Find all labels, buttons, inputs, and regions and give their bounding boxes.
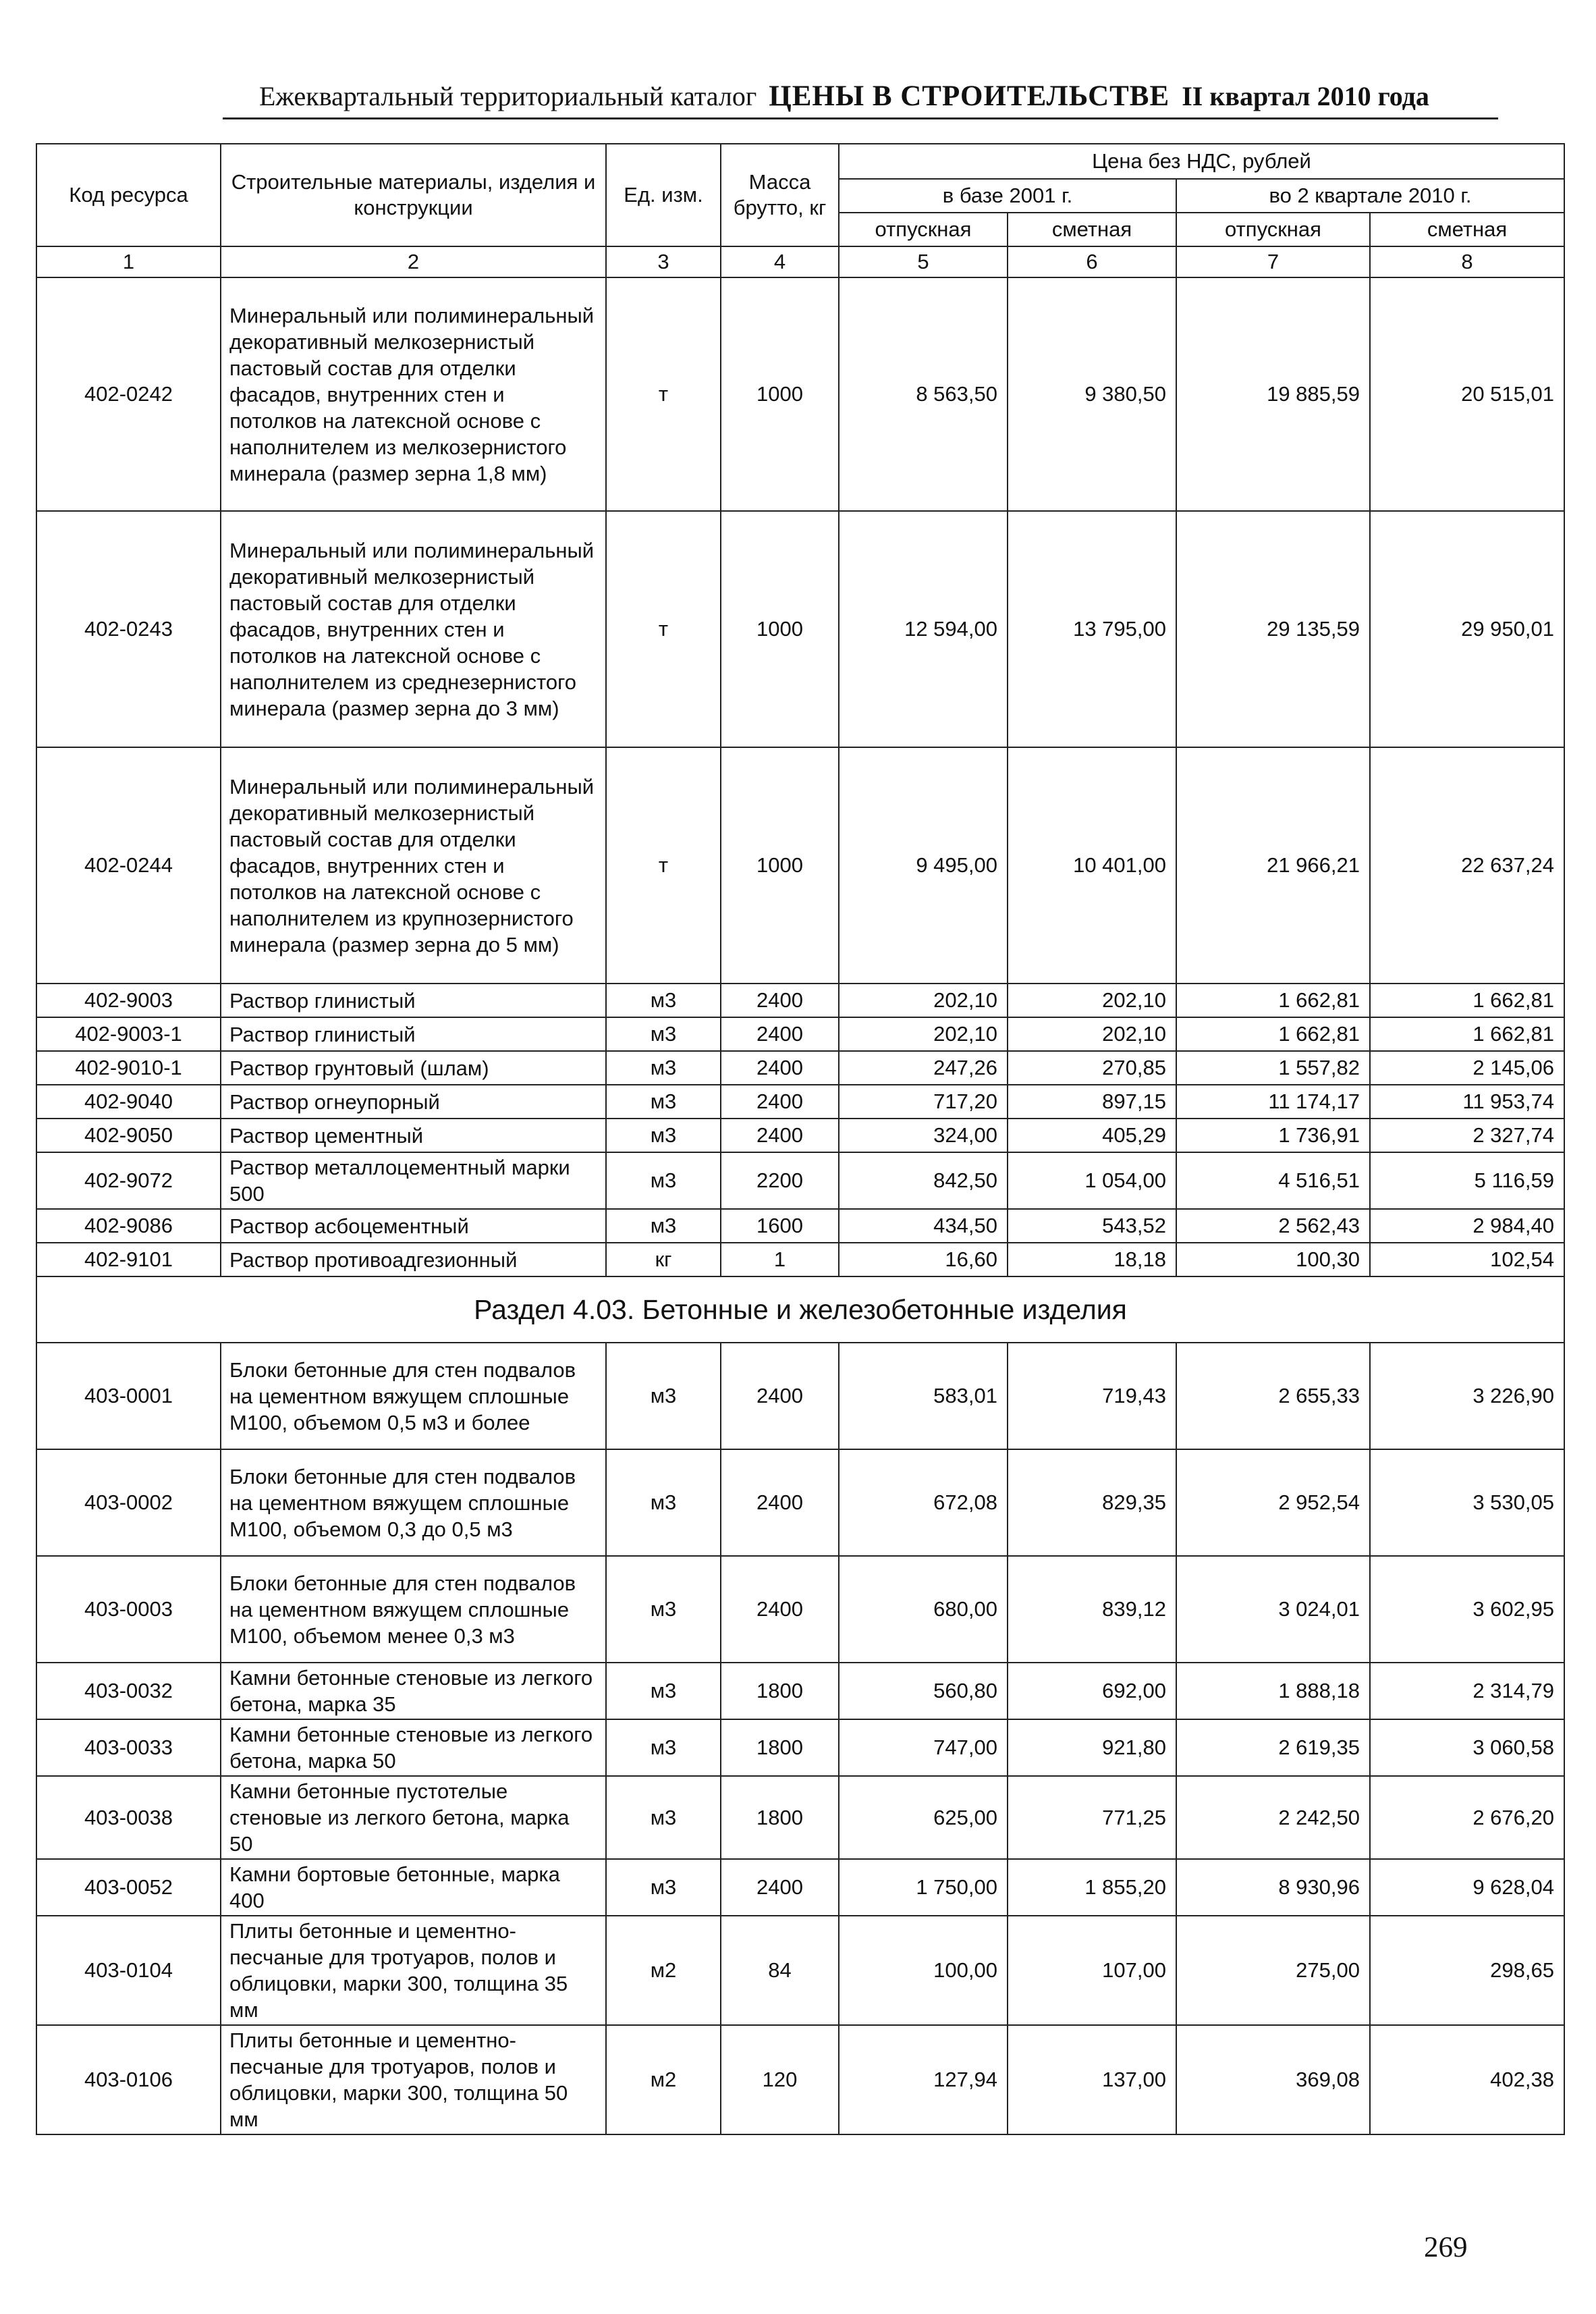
column-number: 6: [1008, 246, 1176, 277]
item-name: Камни бетонные стеновые из легкого бетона, марка 50: [221, 1719, 606, 1776]
column-number: 8: [1370, 246, 1564, 277]
gross-mass: 1800: [721, 1663, 839, 1719]
price-base-estimate: 921,80: [1008, 1719, 1176, 1776]
unit: м3: [606, 1719, 721, 1776]
item-name: Раствор металлоцементный марки 500: [221, 1152, 606, 1209]
unit: м2: [606, 2025, 721, 2134]
price-base-release: 560,80: [839, 1663, 1008, 1719]
price-current-release: 1 736,91: [1176, 1119, 1370, 1152]
price-current-release: 1 662,81: [1176, 1017, 1370, 1051]
resource-code: 402-9040: [36, 1085, 221, 1119]
unit: м3: [606, 1152, 721, 1209]
price-base-release: 625,00: [839, 1776, 1008, 1859]
price-current-release: 1 888,18: [1176, 1663, 1370, 1719]
price-base-estimate: 9 380,50: [1008, 277, 1176, 511]
unit: м3: [606, 984, 721, 1017]
col-header-unit: Ед. изм.: [606, 144, 721, 246]
gross-mass: 2200: [721, 1152, 839, 1209]
resource-code: 403-0032: [36, 1663, 221, 1719]
price-current-estimate: 2 327,74: [1370, 1119, 1564, 1152]
price-current-estimate: 3 226,90: [1370, 1343, 1564, 1449]
unit: м3: [606, 1556, 721, 1663]
resource-code: 403-0003: [36, 1556, 221, 1663]
item-name: Блоки бетонные для стен подвалов на цементном вяжущем сплошные М100, объемом менее 0,3 м3: [221, 1556, 606, 1663]
resource-code: 403-0104: [36, 1916, 221, 2025]
gross-mass: 2400: [721, 1556, 839, 1663]
unit: м3: [606, 1449, 721, 1556]
gross-mass: 1800: [721, 1719, 839, 1776]
price-base-estimate: 1 054,00: [1008, 1152, 1176, 1209]
gross-mass: 2400: [721, 1085, 839, 1119]
price-base-estimate: 1 855,20: [1008, 1859, 1176, 1916]
table-row: [36, 1556, 1564, 1663]
gross-mass: 1000: [721, 747, 839, 984]
price-current-estimate: 29 950,01: [1370, 511, 1564, 747]
unit: м3: [606, 1085, 721, 1119]
column-number-row: [36, 246, 1564, 277]
resource-code: 403-0106: [36, 2025, 221, 2134]
price-base-release: 9 495,00: [839, 747, 1008, 984]
table-row: [36, 1663, 1564, 1719]
item-name: Раствор огнеупорный: [221, 1085, 606, 1119]
gross-mass: 1000: [721, 277, 839, 511]
price-base-release: 747,00: [839, 1719, 1008, 1776]
unit: м3: [606, 1051, 721, 1085]
column-number: 3: [606, 246, 721, 277]
price-current-estimate: 3 060,58: [1370, 1719, 1564, 1776]
price-current-estimate: 1 662,81: [1370, 984, 1564, 1017]
gross-mass: 2400: [721, 1119, 839, 1152]
price-base-release: 583,01: [839, 1343, 1008, 1449]
price-current-estimate: 298,65: [1370, 1916, 1564, 2025]
item-name: Раствор асбоцементный: [221, 1209, 606, 1243]
resource-code: 402-9010-1: [36, 1051, 221, 1085]
column-number: 2: [221, 246, 606, 277]
gross-mass: 1: [721, 1243, 839, 1276]
price-current-release: 1 662,81: [1176, 984, 1370, 1017]
price-current-release: 100,30: [1176, 1243, 1370, 1276]
item-name: Раствор глинистый: [221, 984, 606, 1017]
price-base-estimate: 543,52: [1008, 1209, 1176, 1243]
item-name: Камни бетонные стеновые из легкого бетона, марка 35: [221, 1663, 606, 1719]
gross-mass: 1600: [721, 1209, 839, 1243]
price-current-estimate: 3 602,95: [1370, 1556, 1564, 1663]
unit: м3: [606, 1859, 721, 1916]
table-row: [36, 1449, 1564, 1556]
price-base-estimate: 270,85: [1008, 1051, 1176, 1085]
table-row: [36, 1152, 1564, 1209]
section-title: Раздел 4.03. Бетонные и железобетонные изделия: [36, 1276, 1564, 1343]
table-row: [36, 1209, 1564, 1243]
price-current-release: 3 024,01: [1176, 1556, 1370, 1663]
price-current-release: 2 655,33: [1176, 1343, 1370, 1449]
gross-mass: 120: [721, 2025, 839, 2134]
table-row: [36, 511, 1564, 747]
table-row: [36, 1343, 1564, 1449]
price-base-release: 202,10: [839, 984, 1008, 1017]
price-base-release: 842,50: [839, 1152, 1008, 1209]
catalog-prefix: Ежеквартальный территориальный каталог: [259, 81, 757, 111]
unit: т: [606, 277, 721, 511]
price-base-release: 8 563,50: [839, 277, 1008, 511]
column-number: 4: [721, 246, 839, 277]
col-header-mass: Масса брутто, кг: [721, 144, 839, 246]
resource-code: 403-0033: [36, 1719, 221, 1776]
table-head: [36, 144, 1564, 277]
header-rule: [223, 117, 1498, 119]
col-header-price-group: Цена без НДС, рублей: [839, 144, 1564, 179]
price-current-release: 275,00: [1176, 1916, 1370, 2025]
table-row: [36, 984, 1564, 1017]
item-name: Минеральный или полиминеральный декоративный мелкозернистый пастовый состав для отделки фасадов, внутренних стен и потолков на латексной основе с наполнителем из мелкозернистого минерала (размер зерна 1,8 мм): [221, 277, 606, 511]
gross-mass: 1800: [721, 1776, 839, 1859]
gross-mass: 2400: [721, 1343, 839, 1449]
table-row: [36, 1916, 1564, 2025]
unit: т: [606, 747, 721, 984]
column-number: 1: [36, 246, 221, 277]
price-current-release: 2 562,43: [1176, 1209, 1370, 1243]
section-heading-body: [36, 1276, 1564, 1343]
price-current-release: 21 966,21: [1176, 747, 1370, 984]
unit: м3: [606, 1119, 721, 1152]
item-name: Раствор цементный: [221, 1119, 606, 1152]
price-current-release: 1 557,82: [1176, 1051, 1370, 1085]
col-header-base-2001: в базе 2001 г.: [839, 179, 1176, 213]
price-base-release: 434,50: [839, 1209, 1008, 1243]
price-base-estimate: 137,00: [1008, 2025, 1176, 2134]
col-header-release-base: отпускная: [839, 213, 1008, 246]
resource-code: 402-9003: [36, 984, 221, 1017]
price-current-estimate: 2 676,20: [1370, 1776, 1564, 1859]
gross-mass: 2400: [721, 1859, 839, 1916]
price-base-estimate: 13 795,00: [1008, 511, 1176, 747]
price-base-release: 12 594,00: [839, 511, 1008, 747]
price-base-estimate: 771,25: [1008, 1776, 1176, 1859]
table-row: [36, 1243, 1564, 1276]
gross-mass: 84: [721, 1916, 839, 2025]
price-base-estimate: 202,10: [1008, 1017, 1176, 1051]
item-name: Плиты бетонные и цементно-песчаные для тротуаров, полов и облицовки, марки 300, толщина 50 мм: [221, 2025, 606, 2134]
price-base-estimate: 202,10: [1008, 984, 1176, 1017]
resource-code: 402-0242: [36, 277, 221, 511]
unit: кг: [606, 1243, 721, 1276]
price-base-release: 680,00: [839, 1556, 1008, 1663]
price-current-estimate: 2 145,06: [1370, 1051, 1564, 1085]
gross-mass: 2400: [721, 1051, 839, 1085]
table-row: [36, 1119, 1564, 1152]
resource-code: 402-9050: [36, 1119, 221, 1152]
price-current-release: 2 952,54: [1176, 1449, 1370, 1556]
price-base-release: 1 750,00: [839, 1859, 1008, 1916]
table-row: [36, 2025, 1564, 2134]
price-base-release: 127,94: [839, 2025, 1008, 2134]
table-row: [36, 1085, 1564, 1119]
table-row: [36, 747, 1564, 984]
catalog-name: ЦЕНЫ В СТРОИТЕЛЬСТВЕ: [769, 80, 1170, 112]
table-body-section-403: [36, 1343, 1564, 2134]
price-base-estimate: 719,43: [1008, 1343, 1176, 1449]
price-base-estimate: 18,18: [1008, 1243, 1176, 1276]
item-name: Блоки бетонные для стен подвалов на цементном вяжущем сплошные М100, объемом 0,3 до 0,5 м3: [221, 1449, 606, 1556]
price-base-estimate: 692,00: [1008, 1663, 1176, 1719]
price-current-estimate: 22 637,24: [1370, 747, 1564, 984]
column-number: 7: [1176, 246, 1370, 277]
page-number: 269: [1424, 2232, 1468, 2263]
column-number: 5: [839, 246, 1008, 277]
table-row: [36, 1776, 1564, 1859]
running-header: [259, 80, 1501, 113]
table-body-section-402: [36, 277, 1564, 1276]
price-current-release: 2 242,50: [1176, 1776, 1370, 1859]
unit: м3: [606, 1209, 721, 1243]
price-current-estimate: 5 116,59: [1370, 1152, 1564, 1209]
price-base-release: 202,10: [839, 1017, 1008, 1051]
resource-code: 403-0002: [36, 1449, 221, 1556]
col-header-estimate-base: сметная: [1008, 213, 1176, 246]
resource-code: 402-9072: [36, 1152, 221, 1209]
price-base-release: 100,00: [839, 1916, 1008, 2025]
price-base-estimate: 829,35: [1008, 1449, 1176, 1556]
gross-mass: 2400: [721, 984, 839, 1017]
price-current-estimate: 1 662,81: [1370, 1017, 1564, 1051]
unit: м3: [606, 1776, 721, 1859]
unit: м3: [606, 1343, 721, 1449]
resource-code: 403-0052: [36, 1859, 221, 1916]
price-base-estimate: 839,12: [1008, 1556, 1176, 1663]
gross-mass: 2400: [721, 1449, 839, 1556]
table-row: [36, 1051, 1564, 1085]
col-header-q2-2010: во 2 квартале 2010 г.: [1176, 179, 1564, 213]
price-current-estimate: 3 530,05: [1370, 1449, 1564, 1556]
price-current-release: 4 516,51: [1176, 1152, 1370, 1209]
unit: т: [606, 511, 721, 747]
price-current-estimate: 2 314,79: [1370, 1663, 1564, 1719]
price-current-estimate: 102,54: [1370, 1243, 1564, 1276]
price-base-release: 247,26: [839, 1051, 1008, 1085]
table-row: [36, 1859, 1564, 1916]
col-header-estimate-current: сметная: [1370, 213, 1564, 246]
resource-code: 402-0244: [36, 747, 221, 984]
catalog-period: II квартал 2010 года: [1182, 81, 1429, 111]
resource-code: 403-0038: [36, 1776, 221, 1859]
col-header-name: Строительные материалы, изделия и конструкции: [221, 144, 606, 246]
price-current-release: 29 135,59: [1176, 511, 1370, 747]
table-row: [36, 1017, 1564, 1051]
price-current-estimate: 9 628,04: [1370, 1859, 1564, 1916]
resource-code: 402-9101: [36, 1243, 221, 1276]
price-base-estimate: 897,15: [1008, 1085, 1176, 1119]
price-current-estimate: 20 515,01: [1370, 277, 1564, 511]
price-table: [36, 143, 1565, 2135]
item-name: Раствор противоадгезионный: [221, 1243, 606, 1276]
gross-mass: 2400: [721, 1017, 839, 1051]
item-name: Минеральный или полиминеральный декоративный мелкозернистый пастовый состав для отделки фасадов, внутренних стен и потолков на латексной основе с наполнителем из крупнозернистого минерала (размер зерна до 5 мм): [221, 747, 606, 984]
item-name: Раствор глинистый: [221, 1017, 606, 1051]
resource-code: 403-0001: [36, 1343, 221, 1449]
price-base-release: 324,00: [839, 1119, 1008, 1152]
col-header-release-current: отпускная: [1176, 213, 1370, 246]
col-header-code: Код ресурса: [36, 144, 221, 246]
resource-code: 402-9086: [36, 1209, 221, 1243]
item-name: Раствор грунтовый (шлам): [221, 1051, 606, 1085]
price-current-release: 369,08: [1176, 2025, 1370, 2134]
gross-mass: 1000: [721, 511, 839, 747]
price-current-estimate: 402,38: [1370, 2025, 1564, 2134]
item-name: Плиты бетонные и цементно-песчаные для тротуаров, полов и облицовки, марки 300, толщина 35 мм: [221, 1916, 606, 2025]
item-name: Камни бортовые бетонные, марка 400: [221, 1859, 606, 1916]
item-name: Минеральный или полиминеральный декоративный мелкозернистый пастовый состав для отделки фасадов, внутренних стен и потолков на латексной основе с наполнителем из среднезернистого минерала (размер зерна до 3 мм): [221, 511, 606, 747]
price-current-estimate: 2 984,40: [1370, 1209, 1564, 1243]
unit: м2: [606, 1916, 721, 2025]
price-current-release: 19 885,59: [1176, 277, 1370, 511]
item-name: Камни бетонные пустотелые стеновые из легкого бетона, марка 50: [221, 1776, 606, 1859]
table-row: [36, 277, 1564, 511]
resource-code: 402-0243: [36, 511, 221, 747]
price-current-estimate: 11 953,74: [1370, 1085, 1564, 1119]
price-current-release: 8 930,96: [1176, 1859, 1370, 1916]
item-name: Блоки бетонные для стен подвалов на цементном вяжущем сплошные М100, объемом 0,5 м3 и более: [221, 1343, 606, 1449]
unit: м3: [606, 1017, 721, 1051]
table-row: [36, 1719, 1564, 1776]
price-base-release: 16,60: [839, 1243, 1008, 1276]
unit: м3: [606, 1663, 721, 1719]
price-base-release: 672,08: [839, 1449, 1008, 1556]
price-base-estimate: 405,29: [1008, 1119, 1176, 1152]
resource-code: 402-9003-1: [36, 1017, 221, 1051]
price-current-release: 2 619,35: [1176, 1719, 1370, 1776]
price-base-estimate: 10 401,00: [1008, 747, 1176, 984]
price-base-release: 717,20: [839, 1085, 1008, 1119]
price-base-estimate: 107,00: [1008, 1916, 1176, 2025]
price-current-release: 11 174,17: [1176, 1085, 1370, 1119]
